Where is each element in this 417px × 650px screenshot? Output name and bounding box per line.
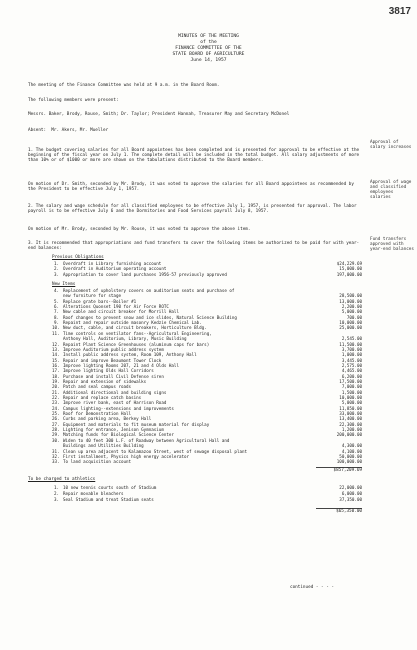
item-number: 31. [52,448,60,454]
list-item [52,459,362,464]
item-number: 29. [52,432,60,438]
item-number: 17. [52,368,60,374]
item-description: Repaint Plant Science Greenhouses (aluminum caps for bars) [63,341,210,347]
item-description: Repair and extension of sidewalks [63,378,147,384]
item-number: 19. [52,378,60,384]
item-number: 26. [52,416,60,422]
item-number: 23. [52,400,60,406]
item-description: First installment, Physics high energy accelerator [63,453,190,459]
item-description: Buildings and Utilities Building [63,443,144,449]
item-description: Repair movable bleachers [63,491,124,496]
item-amount: 11,500.00 [339,341,362,347]
item-amount: 22,300.00 [339,421,362,427]
item-description: Improve lighting Olds Hall Corridors [63,368,154,374]
item-1-text: 1. The budget covering salaries for all Board appointees has been completed and is presented for approval to be effective at the beginning of the fiscal year on July 1. The complete detail will be included in the total budget. All salary adjustments of more than 10% or of $1000 or more are shown on the tabulations distributed to the Board members. [28,148,360,164]
header-line: June 14, 1957 [190,58,227,63]
item-amount: 13,400.00 [339,416,362,422]
item-description: Improve Auditorium public address system [63,346,164,352]
item-number: 1. [53,485,59,490]
item-description: Additional directional and building signs [63,389,167,395]
item-description: Repaint and repair outside masonry Kedzie Chemical Lab. [63,320,202,326]
motion-2-text: On motion of Mr. Brody, seconded by Mr. Rouse, it was voted to approve the above item. [28,227,251,232]
item-description: Improve river bank, east of Harrison Road [63,400,167,406]
item-number: 32. [52,453,60,459]
item-number: 13. [52,346,60,352]
intro-text: The meeting of the Finance Committee was held at 9 a.m. in the Board Room. [28,83,220,88]
continued-text: continued - - - - [290,585,334,590]
item-description: Replacement of upholstery covers on auditorium seats and purchase of [63,288,235,293]
header-line: STATE BOARD OF AGRICULTURE [172,52,245,57]
item-number: 24. [52,405,60,411]
item-description: Roof for Demonstration Hall [63,411,132,417]
item-amount: 100,000.00 [336,459,362,465]
item-amount: $24,229.69 [336,261,362,266]
item-amount: 197,000.00 [336,271,362,277]
item-description: Matching funds for Biological Science Center [63,432,174,438]
item-description: Repair and replace catch basins [63,395,142,400]
item-number: 15. [52,357,60,363]
item-number: 6. [53,304,59,310]
item-amount: 3,700.00 [341,346,362,352]
item-amount: 1,500.00 [341,389,362,395]
item-amount: 1,000.00 [341,352,362,358]
item-amount: 2,545.00 [341,336,362,342]
new-items-heading: New Items [52,282,76,287]
item-amount: 10,000.00 [339,395,362,400]
item-number: 14. [52,352,60,358]
item-description: Patch and seal campus roads [63,384,132,390]
item-description: Alterations Quonset 190 for Air Force ROTC [63,304,169,310]
item-description: Appropriation to cover land purchases 1956-57 previously approved [63,271,227,277]
item-amount: 5,000.00 [341,309,362,315]
item-number: 9. [53,320,59,326]
item-amount: 11,850.00 [339,405,362,411]
margin-note: Fund transfers approved with year-end balances [370,237,414,252]
item-description: Improve lighting Rooms 207, 21 and 4 Olds Hall [63,362,179,368]
list-item [52,485,362,490]
motion-1-text: On motion of Dr. Smith, seconded by Mr. Brody, it was voted to approve the salaries for all Board appointees as recommended by the President to be effective July 1, 1957. [28,182,354,193]
item-amount: 3,445.00 [341,357,362,363]
item-description: Overdraft in Library furnishing account [63,261,162,266]
item-number: 33. [52,459,60,465]
item-amount: 6,200.00 [341,373,362,379]
item-description: Purchase and install Civil Defense siren [63,373,164,379]
item-description: Overdraft in Auditorium operating account [63,266,167,272]
item-description: New duct, cable, and circuit breakers, Horticulture Bldg. [63,325,207,331]
item-number: 2. [53,491,59,496]
item-number: 27. [52,421,60,427]
item-amount: 33,000.00 [339,411,362,417]
item-description: Campus lighting--extensions and improvements [63,405,174,411]
absent-text: Absent: Mr. Akers, Mr. Mueller [28,128,109,133]
item-number: 8. [53,314,59,320]
item-description: New cable and circuit breaker for Morrill Hall [63,309,179,315]
list-item [52,497,362,502]
item-description: new furniture for stage [63,293,121,299]
item-number: 1. [53,261,59,266]
item-number: 7. [53,309,59,315]
item-amount: 4,465.00 [341,368,362,374]
subtotal-athletics: $65,350.00 [336,509,362,514]
item-description: Equipment and materials to fit museum material for display [63,421,210,427]
item-number: 28. [52,427,60,433]
item-number: 11. [52,330,60,336]
item-amount: 4,300.00 [341,443,362,449]
list-item [52,491,362,496]
item-description: Repair and improve Beaumont Tower Clock [63,357,162,363]
item-number: 10. [52,325,60,331]
item-amount: 7,000.00 [341,384,362,390]
item-amount: 2,200.00 [341,304,362,310]
header-line: of the [200,40,217,45]
item-amount: 4,100.00 [341,448,362,454]
item-number: 20. [52,384,60,390]
item-description: Lighting for entrance, Jenison Gymnasium [63,427,164,433]
item-amount: 50,000.00 [339,453,362,459]
item-description: To land acquisition account [63,459,132,465]
item-number: 3. [53,271,59,277]
item-amount: 10,000.00 [339,320,362,326]
item-amount: 37,350.00 [339,497,362,502]
item-amount: 700.00 [346,314,362,320]
item-number: 16. [52,362,60,368]
item-description: Install public address system, Room 109, Anthony Hall [63,352,197,358]
item-number: 21. [52,389,60,395]
item-amount: 200,000.00 [336,432,362,438]
item-description: Clean up area adjacent to Kalamazoo Street, west of sewage disposal plant [63,448,248,454]
item-number: 5. [53,298,59,304]
item-amount: 2,575.00 [341,362,362,368]
item-description: Seal Stadium and treat Stadium seats [63,497,154,502]
item-amount: 25,000.00 [339,325,362,331]
item-number: 25. [52,411,60,417]
members-intro: The following members were present: [28,98,119,103]
header-line: FINANCE COMMITTEE OF THE [175,46,242,51]
item-description: 10 new tennis courts south of Stadium [63,485,157,490]
item-amount: 15,000.00 [339,266,362,272]
members-list: Messrs. Baker, Brody, Rouse, Smith; Dr. Taylor; President Hannah, Treasurer May and Secretary McDonel [28,112,290,117]
subtotal-new-items: $857,209.69 [333,468,362,473]
item-number: 18. [52,373,60,379]
item-3-text: 3. It is recommended that appropriations and fund transfers to cover the following items be authorized to be paid for with year-end balances: [28,241,360,252]
item-amount: 1,200.00 [341,427,362,433]
athletics-heading: To be charged to athletics [28,477,96,482]
item-number: 4. [53,288,59,293]
margin-note: Approval of salary increases [370,140,412,150]
item-description: Time controls on ventilator fans--Agricultural Engineering, [63,330,212,336]
item-amount: 28,500.00 [339,293,362,299]
item-number: 30. [52,437,60,443]
item-description: Roof changes to prevent snow and ice slides, Natural Science Building [63,314,237,320]
previous-obligations-heading: Previous Obligations [52,255,104,260]
item-number: 22. [52,395,60,400]
item-description: Widen to 40 feet 300 L.F. of Roadway between Agricultural Hall and [63,437,230,443]
list-item [52,272,362,277]
item-amount: 6,000.00 [341,491,362,496]
item-description: Curbs and parking area, Berkey Hall [63,416,152,422]
item-2-text: 2. The salary and wage schedule for all classified employees to be effective July 1, 1957, is presented for approval. The labor payroll is to be effective July 6 and the Dormitories and Food Services payroll July 8, 1957. [28,204,357,215]
item-number: 3. [53,497,59,502]
item-amount: 13,000.00 [339,298,362,304]
item-amount: 5,000.00 [341,400,362,406]
page-number: 3817 [388,6,411,17]
item-description: Replace grate bars--Boiler #1 [63,298,137,304]
item-number: 12. [52,341,60,347]
item-amount: 22,000.00 [339,485,362,490]
item-description: Anthony Hall, Auditorium, Library, Music Building [63,336,187,342]
header-line: MINUTES OF THE MEETING [178,34,239,39]
item-amount: 17,500.00 [339,378,362,384]
margin-note: Approval of wage and classified employees salaries [370,180,412,200]
item-number: 2. [53,266,59,272]
